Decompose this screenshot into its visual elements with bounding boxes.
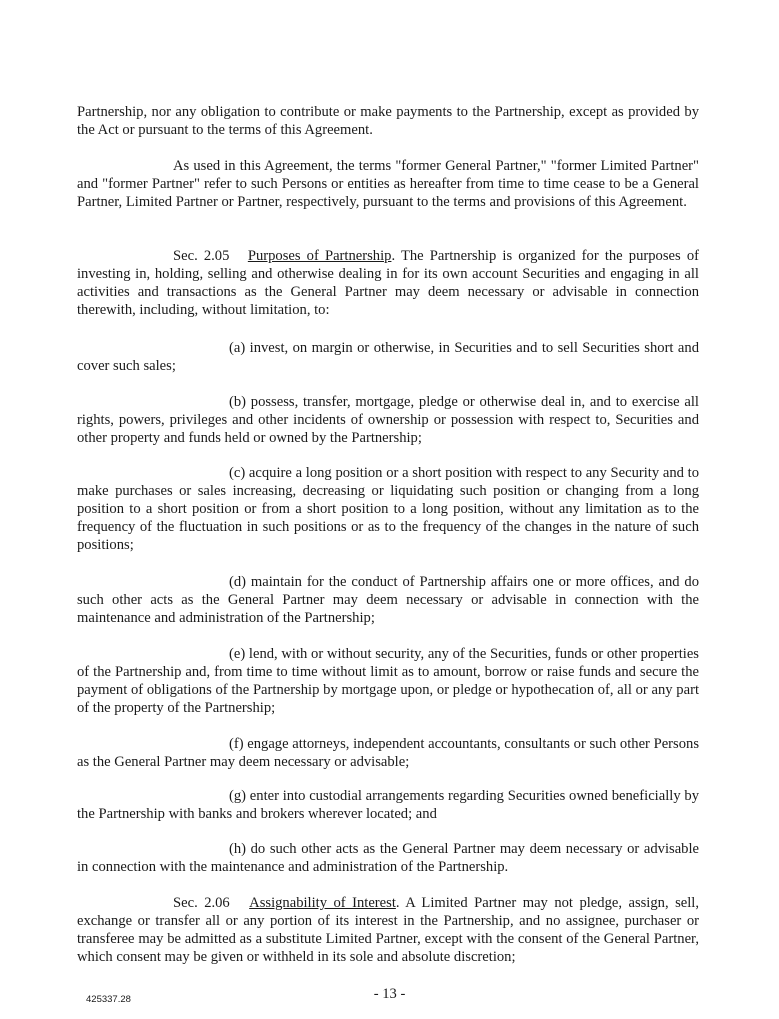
item-d	[77, 573, 699, 627]
section-2-05	[77, 247, 699, 319]
paragraph-text: Partnership, nor any obligation to contribute or make payments to the Partnership, except as provided by the Act or pursuant to the terms of this Agreement.	[77, 104, 699, 138]
page-number: - 13 -	[373, 986, 406, 1002]
item-text: (h) do such other acts as the General Partner may deem necessary or advisable in connection with the maintenance and administration of the Partnership.	[77, 841, 699, 875]
item-text: (d) maintain for the conduct of Partnership affairs one or more offices, and do such other acts as the General Partner may deem necessary or advisable in connection with the maintenance and administration of the Partnership;	[77, 574, 699, 626]
item-text: (f) engage attorneys, independent accountants, consultants or such other Persons as the General Partner may deem necessary or advisable;	[77, 736, 699, 770]
paragraph-text: As used in this Agreement, the terms "former General Partner," "former Limited Partner" and "former Partner" refer to such Persons or entities as hereafter from time to time cease to be a General Partner, Limited Partner or Partner, respectively, pursuant to the terms and provisions of this Agreement.	[77, 158, 699, 210]
item-e	[77, 645, 699, 717]
item-c	[77, 464, 699, 554]
item-text: (a) invest, on margin or otherwise, in Securities and to sell Securities short and cover such sales;	[77, 340, 699, 374]
document-number: 425337.28	[86, 994, 131, 1005]
item-a	[77, 339, 699, 375]
section-text: . A Limited Partner may not pledge, assign, sell, exchange or transfer all or any portion of its interest in the Partnership, and no assignee, purchaser or transferee may be admitted as a substitute Limited Partner, except with the consent of the General Partner, which consent may be given or withheld in its sole and absolute discretion;	[77, 895, 699, 965]
paragraph-definitions	[77, 157, 699, 211]
section-paragraph	[77, 894, 699, 966]
section-text: . The Partnership is organized for the purposes of investing in, holding, selling and otherwise dealing in for its own account Securities and engaging in all activities and transactions as the General Partner may deem necessary or advisable in connection therewith, including, without limitation, to:	[77, 248, 699, 318]
item-b	[77, 393, 699, 447]
section-2-06	[77, 894, 699, 966]
paragraph-continuation	[77, 103, 699, 139]
item-f	[77, 735, 699, 771]
item-text: (c) acquire a long position or a short position with respect to any Security and to make purchases or sales increasing, decreasing or liquidating such position or changing from a long position to a short position or from a short position to a long position, without any limitation as to the frequency of the fluctuation in such positions or as to the frequency of the changes in the nature of such positions;	[77, 465, 699, 553]
section-heading: Purposes of Partnership	[247, 248, 392, 264]
section-number: Sec. 2.06	[173, 895, 230, 911]
section-number: Sec. 2.05	[173, 248, 230, 264]
section-paragraph	[77, 247, 699, 319]
item-h	[77, 840, 699, 876]
item-text: (b) possess, transfer, mortgage, pledge or otherwise deal in, and to exercise all rights, powers, privileges and other incidents of ownership or possession with respect to, Securities and other property and funds held or owned by the Partnership;	[77, 394, 699, 446]
section-heading: Assignability of Interest	[249, 895, 396, 911]
item-g	[77, 787, 699, 823]
item-text: (e) lend, with or without security, any of the Securities, funds or other properties of the Partnership and, from time to time without limit as to amount, borrow or raise funds and secure the payment of obligations of the Partnership by mortgage upon, or pledge or hypothecation of, all or any part of the property of the Partnership;	[77, 646, 699, 716]
item-text: (g) enter into custodial arrangements regarding Securities owned beneficially by the Partnership with banks and brokers wherever located; and	[77, 788, 699, 822]
